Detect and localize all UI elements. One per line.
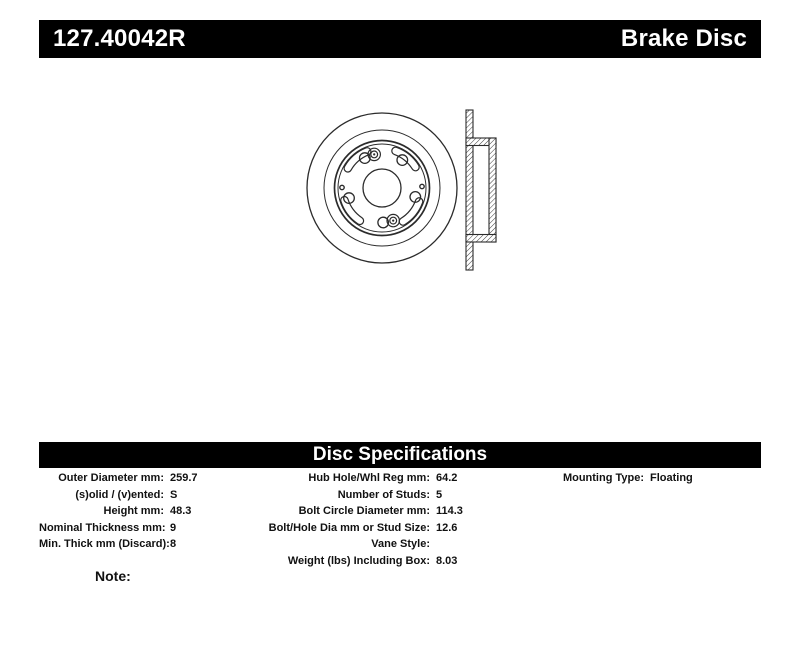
section-disc-plate <box>466 110 473 270</box>
spec-label: Outer Diameter mm: <box>58 472 164 484</box>
spec-title-bar <box>39 442 761 468</box>
technical-drawing <box>300 100 500 275</box>
spec-row-min-thickness <box>39 536 198 553</box>
spec-row-weight <box>240 553 463 570</box>
outer-diameter-circle <box>307 113 457 263</box>
spec-value: 64.2 <box>436 472 458 484</box>
spec-column-mounting <box>240 470 463 570</box>
note-label: Note: <box>95 568 131 584</box>
spec-value: S <box>170 488 178 501</box>
spec-column-dimensions <box>39 470 198 553</box>
spec-value: 5 <box>436 488 443 501</box>
spec-label: Nominal Thickness mm: <box>39 521 166 534</box>
brake-disc-side-section-view <box>466 110 496 270</box>
spec-value: Floating <box>650 472 693 484</box>
header-bar <box>39 20 761 58</box>
spec-label: Height mm: <box>103 505 164 518</box>
section-hat-bottom-flange <box>466 235 496 243</box>
spec-value: 8 <box>170 538 177 551</box>
small-holes <box>340 184 424 189</box>
part-number: 127.40042R <box>53 25 186 52</box>
product-type-title: Brake Disc <box>620 25 747 52</box>
spec-label: Mounting Type: <box>562 472 644 484</box>
spec-value: 259.7 <box>170 472 198 484</box>
spec-row-vane-style <box>240 536 463 553</box>
spec-label: (s)olid / (v)ented: <box>75 488 164 501</box>
spec-value: 48.3 <box>170 505 192 518</box>
spec-label: Number of Studs: <box>337 488 430 501</box>
spec-row-bolt-hole-dia <box>240 520 463 537</box>
spec-value: 12.6 <box>436 521 458 534</box>
spec-row-height <box>39 503 198 520</box>
spec-value: 9 <box>170 521 177 534</box>
spec-row-outer-diameter <box>39 470 198 487</box>
spec-row-hub-hole <box>240 470 463 487</box>
spec-row-solid-vented <box>39 487 198 504</box>
spec-column-type <box>500 470 693 487</box>
brake-disc-front-view <box>307 113 457 263</box>
section-hat-wall <box>489 138 496 242</box>
hub-ring-outer-circle <box>335 141 430 236</box>
spec-label: Bolt/Hole Dia mm or Stud Size: <box>268 521 430 534</box>
center-hub-hole <box>363 169 401 207</box>
spec-value: 8.03 <box>436 554 458 567</box>
spec-label: Hub Hole/Whl Reg mm: <box>308 472 430 484</box>
spec-label: Weight (lbs) Including Box: <box>287 554 430 567</box>
spec-row-mounting-type <box>500 470 693 487</box>
spec-row-bolt-circle-diameter <box>240 503 463 520</box>
spec-row-number-of-studs <box>240 487 463 504</box>
screw-holes <box>368 148 399 227</box>
spec-label: Bolt Circle Diameter mm: <box>298 505 430 518</box>
spec-label: Min. Thick mm (Discard): <box>39 538 170 551</box>
spec-value: 114.3 <box>436 505 463 518</box>
spec-label: Vane Style: <box>371 538 430 551</box>
spec-row-nominal-thickness <box>39 520 198 537</box>
spec-title: Disc Specifications <box>312 444 488 465</box>
